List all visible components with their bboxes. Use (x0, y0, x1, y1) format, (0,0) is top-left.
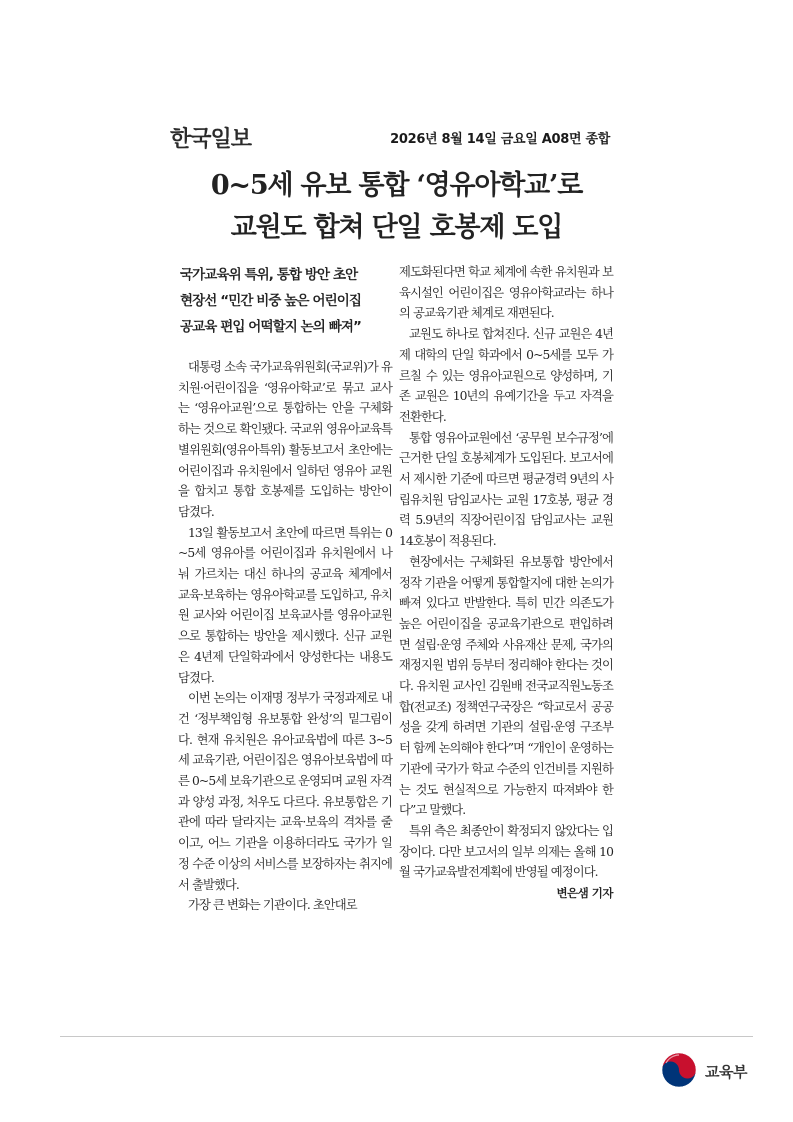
article-paragraph: 이번 논의는 이재명 정부가 국정과제로 내건 ‘정부책임형 유보통합 완성’의 밑그림이다. 현재 유치원은 유아교육법에 따른 3~5세 교육기관, 어린이집은 영유아보육법에 따른 0~5세 보육기관으로 운영되며 교원 자격과 양성 과정, 처우도 다르다. 유보통합은 기관에 따라 달라지는 교육·보육의 격차를 줄이고, 어느 기관을 이용하더라도 국가가 일정 수준 이상의 서비스를 보장하자는 취지에서 출발했다. (178, 691, 392, 892)
publication-dateline: 2026년 8월 14일 금요일 A08면 종합 (390, 132, 610, 147)
article-column-left (178, 357, 392, 916)
article-paragraph: 대통령 소속 국가교육위원회(국교위)가 유치원·어린이집을 ‘영유아학교’로 묶고 교사는 ‘영유아교원’으로 통합하는 안을 구체화하는 것으로 확인됐다. 국교위 영유아교육특별위원회(영유아특위) 활동보고서 초안에는 어린이집과 유치원에서 일하던 영유아 교원을 합치고 통합 호봉제를 도입하는 방안이 담겼다. (178, 360, 392, 519)
article-paragraph: 현장에서는 구체화된 유보통합 방안에서 정작 기관을 어떻게 통합할지에 대한 논의가 빠져 있다고 반발한다. 특히 민간 의존도가 높은 어린이집을 공교육기관으로 편입하려면 설립·운영 주체와 사유재산 문제, 국가의 재정지원 범위 등부터 정리해야 한다는 것이다. 유치원 교사인 김원배 전국교직원노동조합(전교조) 정책연구국장은 “학교로서 공공성을 갖게 하려면 기관의 설립·운영 구조부터 함께 논의해야 한다”며 “개인이 운영하는 기관에 국가가 학교 수준의 인건비를 지원하는 것도 현실적으로 가능한지 따져봐야 한다”고 말했다. (399, 554, 613, 818)
subheadline-line-1: 국가교육위 특위, 통합 방안 초안 (180, 267, 358, 283)
reporter-byline: 변은샘 기자 (556, 886, 613, 901)
newspaper-logo: 한국일보 (170, 127, 252, 152)
masthead (170, 122, 610, 154)
subheadline (180, 262, 385, 340)
article-paragraph: 교원도 하나로 합쳐진다. 신규 교원은 4년제 대학의 단일 학과에서 0~5세를 모두 가르칠 수 있는 영유아교원으로 양성하며, 기존 교원은 10년의 유예기간을 두고 자격을 전환한다. (399, 327, 613, 424)
article-paragraph: 통합 영유아교원에선 ‘공무원 보수규정’에 근거한 단일 호봉체계가 도입된다. 보고서에서 제시한 기준에 따르면 평균경력 9년의 사립유치원 담임교사는 교원 17호봉, 평균 경력 5.9년의 직장어린이집 담임교사는 교원 14호봉이 적용된다. (399, 430, 613, 549)
ministry-name: 교육부 (705, 1063, 747, 1081)
article-column-right (399, 262, 613, 904)
article-paragraph: 가장 큰 변화는 기관이다. 초안대로 (188, 898, 357, 913)
subheadline-line-2: 현장선 “민간 비중 높은 어린이집 (180, 293, 362, 309)
ministry-emblem (660, 1051, 760, 1091)
headline-line-2: 교원도 합쳐 단일 호봉제 도입 (230, 212, 563, 243)
headline (140, 165, 653, 249)
subheadline-line-3: 공교육 편입 어떡할지 논의 빠져” (180, 319, 362, 335)
taegeuk-icon (660, 1051, 698, 1089)
article-paragraph: 13일 활동보고서 초안에 따르면 특위는 0~5세 영유아를 어린이집과 유치원에서 나눠 가르치는 대신 하나의 공교육 체계에서 교육·보육하는 영유아학교를 도입하고, 유치원 교사와 어린이집 보육교사를 영유아교원으로 통합하는 방안을 제시했다. 신규 교원은 4년제 단일학과에서 양성한다는 내용도 담겼다. (178, 525, 392, 685)
article-paragraph-continued: 제도화된다면 학교 체계에 속한 유치원과 보육시설인 어린이집은 영유아학교라는 하나의 공교육기관 체계로 재편된다. (399, 265, 613, 321)
article-paragraph-text: 특위 측은 최종안이 확정되지 않았다는 입장이다. 다만 보고서의 일부 의제는 올해 10월 국가교육발전계획에 반영될 예정이다. (399, 823, 613, 880)
footer-divider (60, 1036, 753, 1037)
article-paragraph-final (399, 821, 613, 901)
headline-line-1: 0~5세 유보 통합 ‘영유아학교’로 (210, 170, 583, 201)
